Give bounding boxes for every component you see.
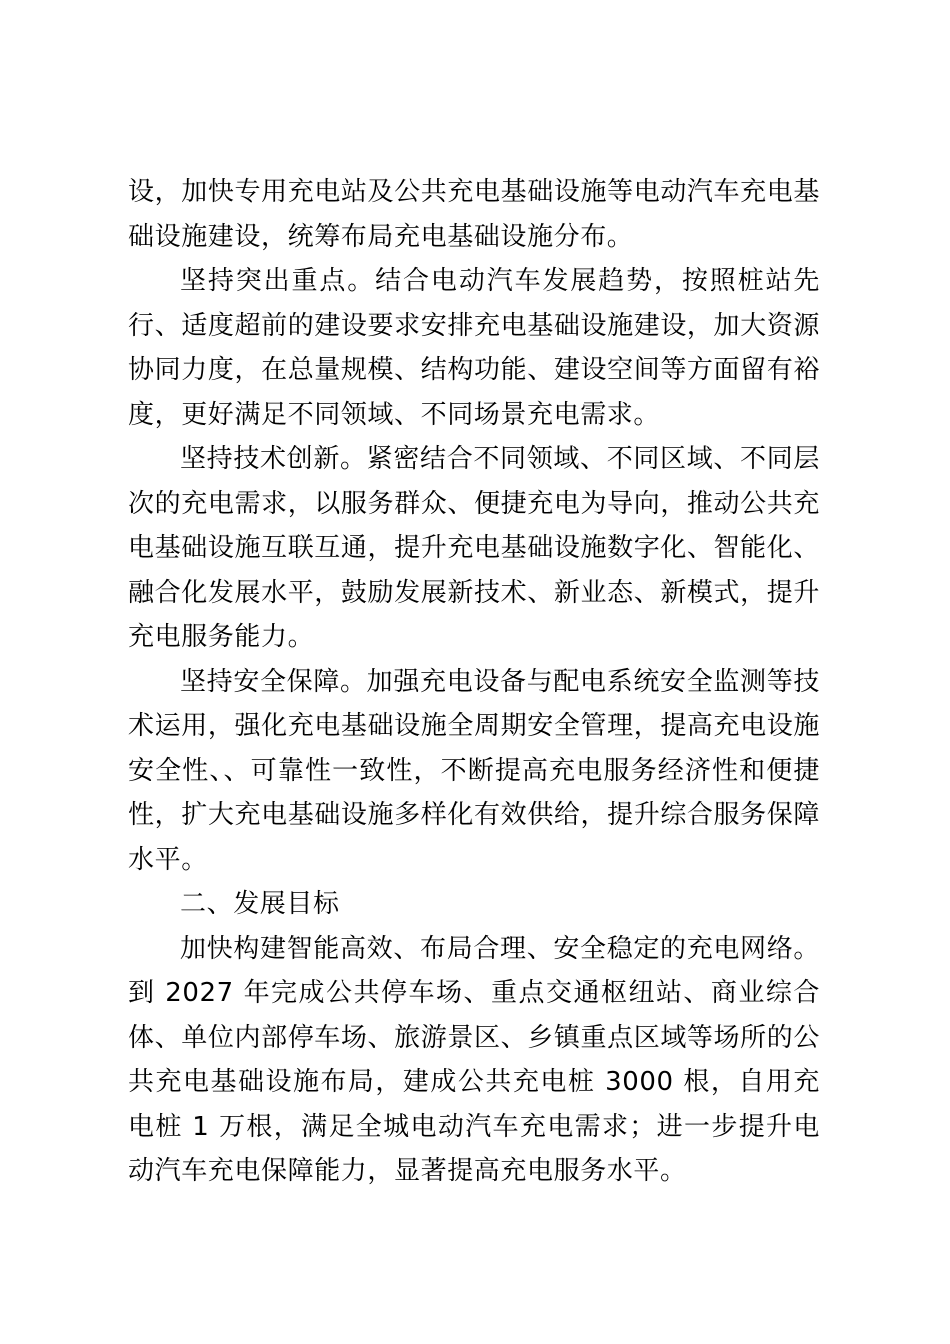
paragraph-continuation: 设，加快专用充电站及公共充电基础设施等电动汽车充电基础设施建设，统筹布局充电基础设施分布。 [128, 177, 820, 252]
section-heading: 二、发展目标 [180, 889, 340, 919]
paragraph-key-focus: 坚持突出重点。结合电动汽车发展趋势，按照桩站先行、适度超前的建设要求安排充电基础设施建设，加大资源协同力度，在总量规模、结构功能、建设空间等方面留有裕度，更好满足不同领域、不同场景充电需求。 [128, 266, 820, 430]
paragraph-goals: 加快构建智能高效、布局合理、安全稳定的充电网络。到 2027 年完成公共停车场、重点交通枢纽站、商业综合体、单位内部停车场、旅游景区、乡镇重点区域等场所的公共充电基础设施布局，建成公共充电桩 3000 根，自用充电桩 1 万根，满足全城电动汽车充电需求；进一步提升电动汽车充电保障能力，显著提高充电服务水平。 [128, 933, 820, 1186]
paragraph-tech-innovation: 坚持技术创新。紧密结合不同领域、不同区域、不同层次的充电需求，以服务群众、便捷充电为导向，推动公共充电基础设施互联互通，提升充电基础设施数字化、智能化、融合化发展水平，鼓励发展新技术、新业态、新模式，提升充电服务能力。 [128, 444, 820, 652]
document-page [128, 170, 820, 1194]
paragraph-safety: 坚持安全保障。加强充电设备与配电系统安全监测等技术运用，强化充电基础设施全周期安全管理，提高充电设施安全性、、可靠性一致性，不断提高充电服务经济性和便捷性，扩大充电基础设施多样化有效供给，提升综合服务保障水平。 [128, 666, 820, 875]
